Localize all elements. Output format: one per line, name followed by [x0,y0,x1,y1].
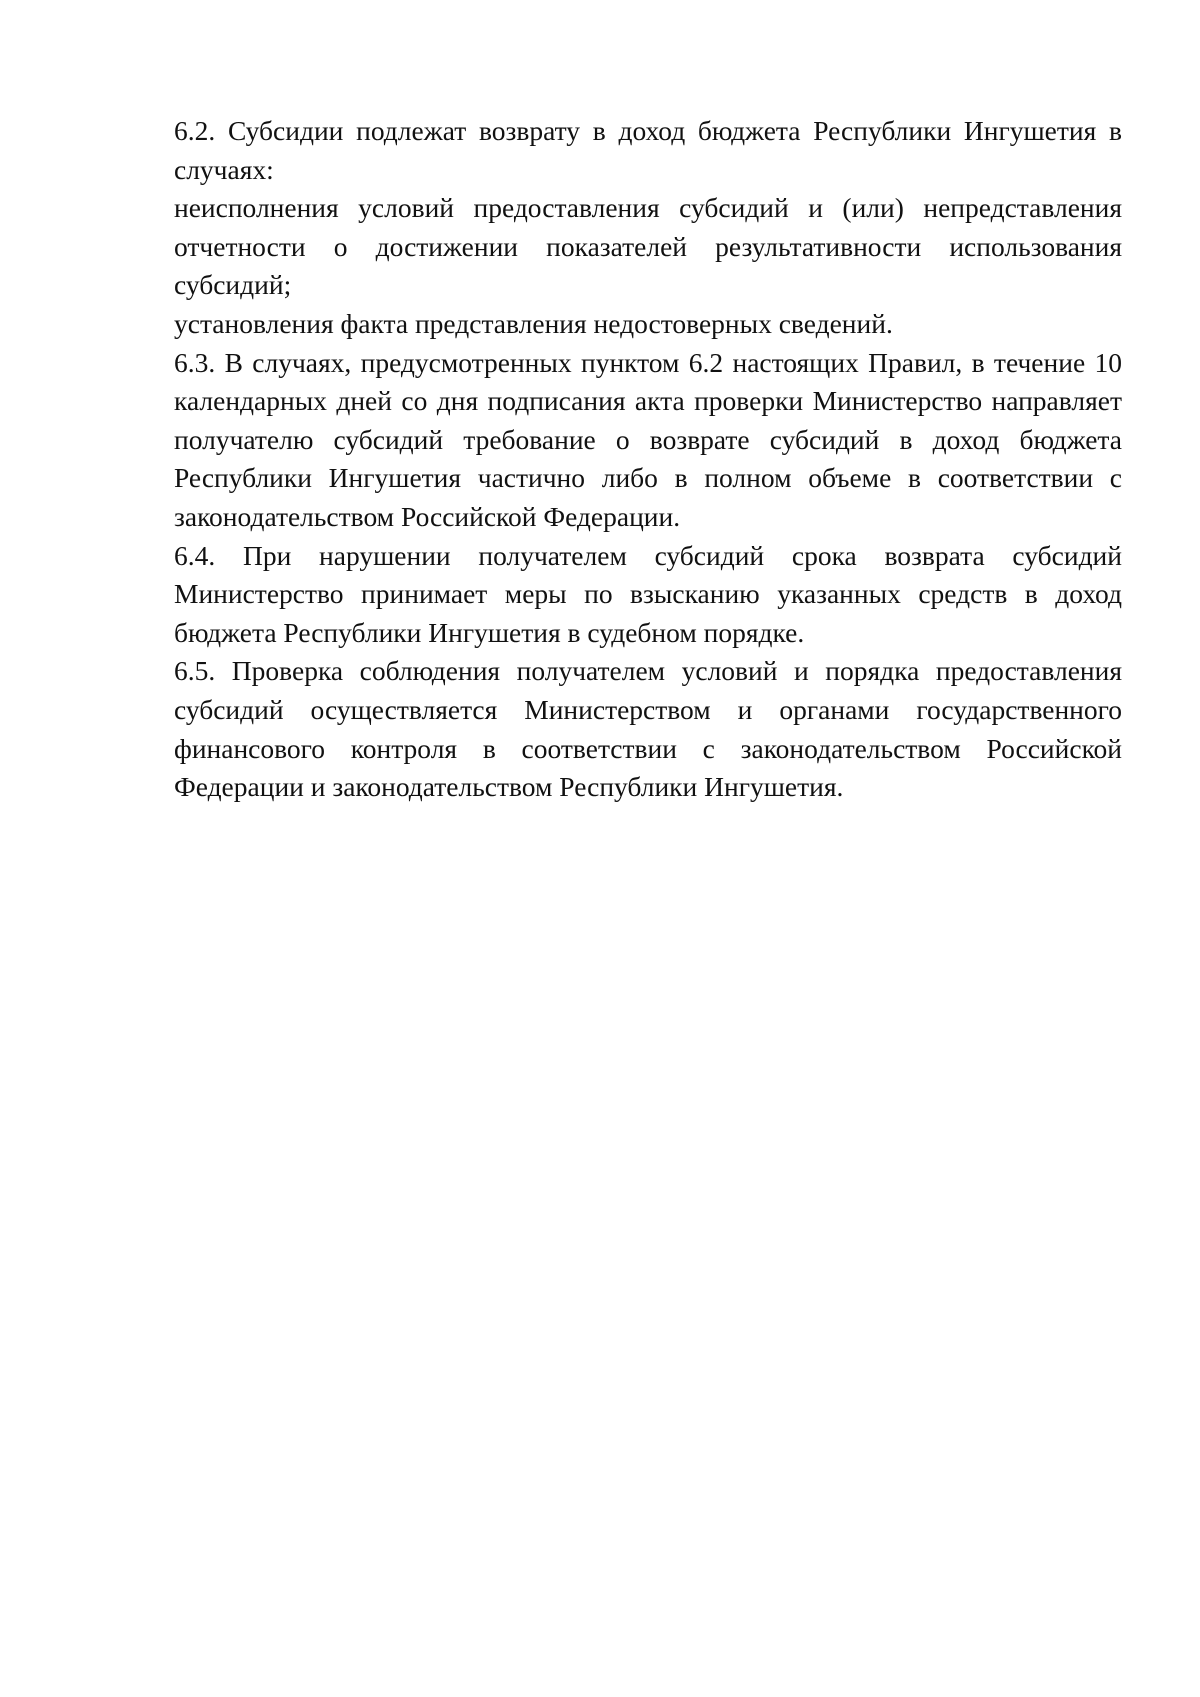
paragraph-6-3: 6.3. В случаях, предусмотренных пунктом 6.2 настоящих Правил, в течение 10 календарных дней со дня подписания акта проверки Министерство направляет получателю субсидий требование о возврате субсидий в доход бюджета Республики Ингушетия частично либо в полном объеме в соответствии с законодательством Российской Федерации. [174,346,1122,532]
paragraph-6-2: 6.2. Субсидии подлежат возврату в доход бюджета Республики Ингушетия в случаях: [174,115,1122,185]
document-body [174,112,1122,807]
paragraph-false-information: установления факта представления недостоверных сведений. [174,307,893,339]
paragraph-non-fulfillment: неисполнения условий предоставления субсидий и (или) непредставления отчетности о достижении показателей результативности использования субсидий; [174,192,1122,301]
paragraph-6-4: 6.4. При нарушении получателем субсидий срока возврата субсидий Министерство принимает меры по взысканию указанных средств в доход бюджета Республики Ингушетия в судебном порядке. [174,539,1122,648]
paragraph-6-5: 6.5. Проверка соблюдения получателем условий и порядка предоставления субсидий осуществляется Министерством и органами государственного финансового контроля в соответствии с законодательством Российской Федерации и законодательством Республики Ингушетия. [174,655,1122,803]
